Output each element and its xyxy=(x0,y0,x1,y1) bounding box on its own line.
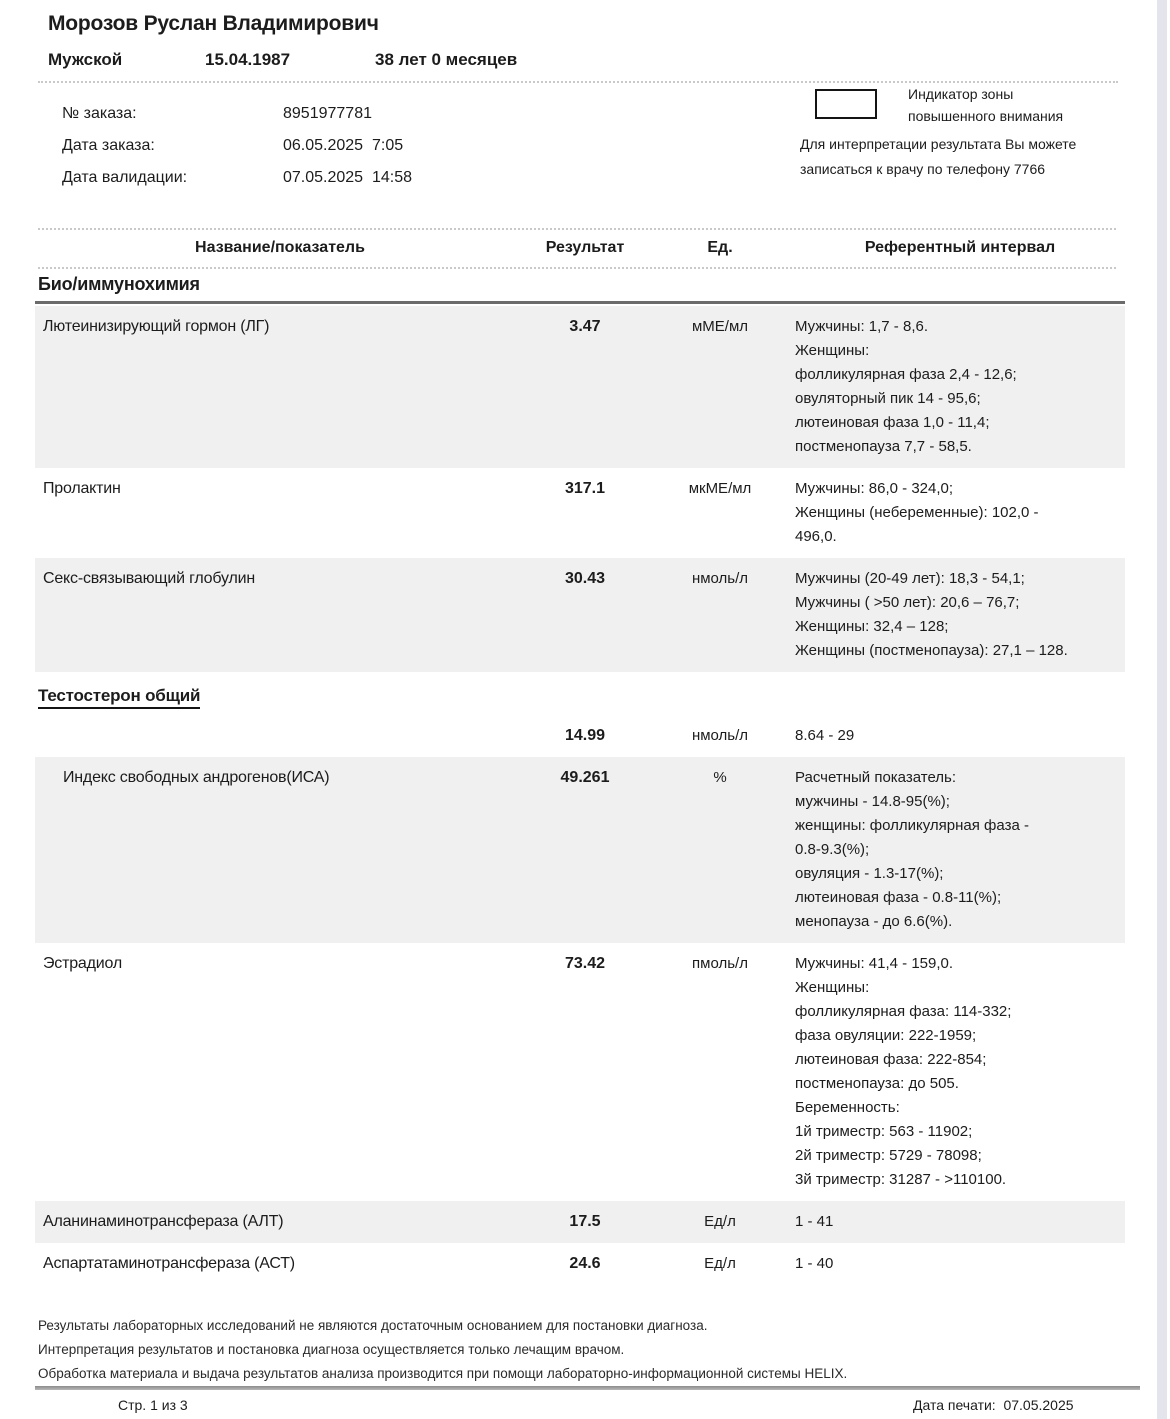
validation-date-value: 07.05.2025 14:58 xyxy=(283,169,413,186)
page-number: Стр. 1 из 3 xyxy=(118,1397,188,1413)
reference-line: 2й триместр: 5729 - 78098; xyxy=(795,1147,982,1164)
analyte-name xyxy=(35,724,525,748)
footer-rule xyxy=(35,1386,1140,1390)
table-row xyxy=(35,558,1125,672)
results-table xyxy=(35,306,1125,1285)
table-row xyxy=(35,943,1125,1201)
result-value: 24.6 xyxy=(569,1255,601,1272)
reference-interval xyxy=(795,952,1125,1192)
subsection-row xyxy=(35,672,1125,715)
result-value: 14.99 xyxy=(564,727,606,744)
reference-interval xyxy=(795,477,1125,549)
reference-line: Мужчины: 1,7 - 8,6. xyxy=(795,318,928,335)
interpretation-note-line1: Для интерпретации результата Вы можете xyxy=(800,136,1077,152)
reference-line: Женщины (небеременные): 102,0 - xyxy=(795,504,1039,521)
patient-age: 38 лет 0 месяцев xyxy=(375,50,518,69)
analyte-name: Аспартатаминотрансфераза (АСТ) xyxy=(43,1255,295,1272)
reference-line: фаза овуляции: 222-1959; xyxy=(795,1027,977,1044)
reference-interval xyxy=(795,724,1125,748)
units-label: % xyxy=(713,769,727,786)
column-header-result: Результат xyxy=(545,239,625,256)
reference-line: овуляция - 1.3-17(%); xyxy=(795,865,944,882)
reference-line: фолликулярная фаза 2,4 - 12,6; xyxy=(795,366,1017,383)
reference-line: менопауза - до 6.6(%). xyxy=(795,913,953,930)
reference-interval xyxy=(795,567,1125,663)
validation-date-label: Дата валидации: xyxy=(62,169,188,186)
reference-line: Женщины: 32,4 – 128; xyxy=(795,618,949,635)
reference-line: Расчетный показатель: xyxy=(795,769,957,786)
separator-dotted xyxy=(38,228,1116,230)
order-number-value: 8951977781 xyxy=(283,105,372,122)
interpretation-note-line2: записаться к врачу по телефону 7766 xyxy=(800,161,1046,177)
patient-sex: Мужской xyxy=(48,50,123,69)
units-label: мкМЕ/мл xyxy=(688,480,752,497)
column-header-units: Ед. xyxy=(707,239,733,256)
reference-line: Мужчины: 41,4 - 159,0. xyxy=(795,955,954,972)
disclaimer-line: Результаты лабораторных исследований не являются достаточным основанием для постановки диагноза. xyxy=(38,1318,708,1333)
reference-interval xyxy=(795,766,1125,934)
reference-line: лютеиновая фаза: 222-854; xyxy=(795,1051,987,1068)
disclaimer-line: Интерпретация результатов и постановка диагноза осуществляется только лечащим врачом. xyxy=(38,1342,625,1357)
page-edge-strip xyxy=(1157,0,1167,1419)
patient-birth-date: 15.04.1987 xyxy=(205,50,291,69)
units-label: нмоль/л xyxy=(691,570,749,587)
analyte-name: Пролактин xyxy=(43,480,121,497)
reference-line: фолликулярная фаза: 114-332; xyxy=(795,1003,1012,1020)
reference-line: 3й триместр: 31287 - >110100. xyxy=(795,1171,1007,1188)
analyte-name: Индекс свободных андрогенов(ИСА) xyxy=(63,769,330,786)
reference-line: Беременность: xyxy=(795,1099,900,1116)
reference-line: 1й триместр: 563 - 11902; xyxy=(795,1123,973,1140)
reference-line: Мужчины (20-49 лет): 18,3 - 54,1; xyxy=(795,570,1025,587)
reference-line: мужчины - 14.8-95(%); xyxy=(795,793,950,810)
reference-line: 1 - 40 xyxy=(795,1255,834,1272)
units-label: Ед/л xyxy=(704,1213,736,1230)
attention-indicator-box xyxy=(815,89,877,119)
reference-line: 0.8-9.3(%); xyxy=(795,841,870,858)
order-date-value: 06.05.2025 7:05 xyxy=(283,137,404,154)
reference-line: лютеиновая фаза 1,0 - 11,4; xyxy=(795,414,990,431)
attention-indicator-label-line2: повышенного внимания xyxy=(908,108,1064,124)
result-value: 73.42 xyxy=(564,955,606,972)
reference-interval xyxy=(795,1252,1125,1276)
analyte-name: Лютеинизирующий гормон (ЛГ) xyxy=(43,318,270,335)
column-header-name: Название/показатель xyxy=(195,239,365,256)
table-row xyxy=(35,468,1125,558)
result-value: 49.261 xyxy=(560,769,610,786)
result-value: 30.43 xyxy=(564,570,606,587)
result-value: 3.47 xyxy=(569,318,601,335)
units-label: Ед/л xyxy=(704,1255,736,1272)
table-row xyxy=(35,1201,1125,1243)
table-row xyxy=(35,306,1125,468)
section-title: Био/иммунохимия xyxy=(38,274,200,294)
reference-line: лютеиновая фаза - 0.8-11(%); xyxy=(795,889,1002,906)
subsection-title: Тестостерон общий xyxy=(38,686,200,709)
reference-line: Мужчины: 86,0 - 324,0; xyxy=(795,480,954,497)
reference-line: Женщины: xyxy=(795,979,870,996)
units-label: нмоль/л xyxy=(691,727,749,744)
reference-interval xyxy=(795,1210,1125,1234)
result-value: 17.5 xyxy=(569,1213,601,1230)
reference-line: 1 - 41 xyxy=(795,1213,834,1230)
order-number-label: № заказа: xyxy=(62,105,137,122)
table-header xyxy=(35,239,1125,257)
separator-dotted xyxy=(38,81,1118,83)
attention-indicator-label-line1: Индикатор зоны xyxy=(908,86,1014,102)
reference-interval xyxy=(795,315,1125,459)
reference-line: 8.64 - 29 xyxy=(795,727,855,744)
analyte-name: Секс-связывающий глобулин xyxy=(43,570,255,587)
section-rule xyxy=(35,301,1125,304)
reference-line: 496,0. xyxy=(795,528,837,545)
result-value: 317.1 xyxy=(564,480,606,497)
units-label: мМЕ/мл xyxy=(691,318,749,335)
reference-line: Женщины: xyxy=(795,342,870,359)
column-header-reference: Референтный интервал xyxy=(864,239,1056,256)
reference-line: женщины: фолликулярная фаза - xyxy=(795,817,1029,834)
disclaimer-line: Обработка материала и выдача результатов анализа производится при помощи лабораторно-информационной системы HELIX. xyxy=(38,1366,848,1381)
order-date-label: Дата заказа: xyxy=(62,137,155,154)
units-label: пмоль/л xyxy=(692,955,748,972)
table-row xyxy=(35,1243,1125,1285)
reference-line: овуляторный пик 14 - 95,6; xyxy=(795,390,981,407)
patient-name: Морозов Руслан Владимирович xyxy=(48,12,379,35)
reference-line: постменопауза: до 505. xyxy=(795,1075,959,1092)
print-date: Дата печати: 07.05.2025 xyxy=(913,1397,1074,1413)
analyte-name: Аланинаминотрансфераза (АЛТ) xyxy=(43,1213,284,1230)
reference-line: Мужчины ( >50 лет): 20,6 – 76,7; xyxy=(795,594,1020,611)
analyte-name: Эстрадиол xyxy=(43,955,122,972)
reference-line: постменопауза 7,7 - 58,5. xyxy=(795,438,972,455)
reference-line: Женщины (постменопауза): 27,1 – 128. xyxy=(795,642,1068,659)
separator-dotted xyxy=(38,267,1116,269)
table-row xyxy=(35,757,1125,943)
table-row xyxy=(35,715,1125,757)
